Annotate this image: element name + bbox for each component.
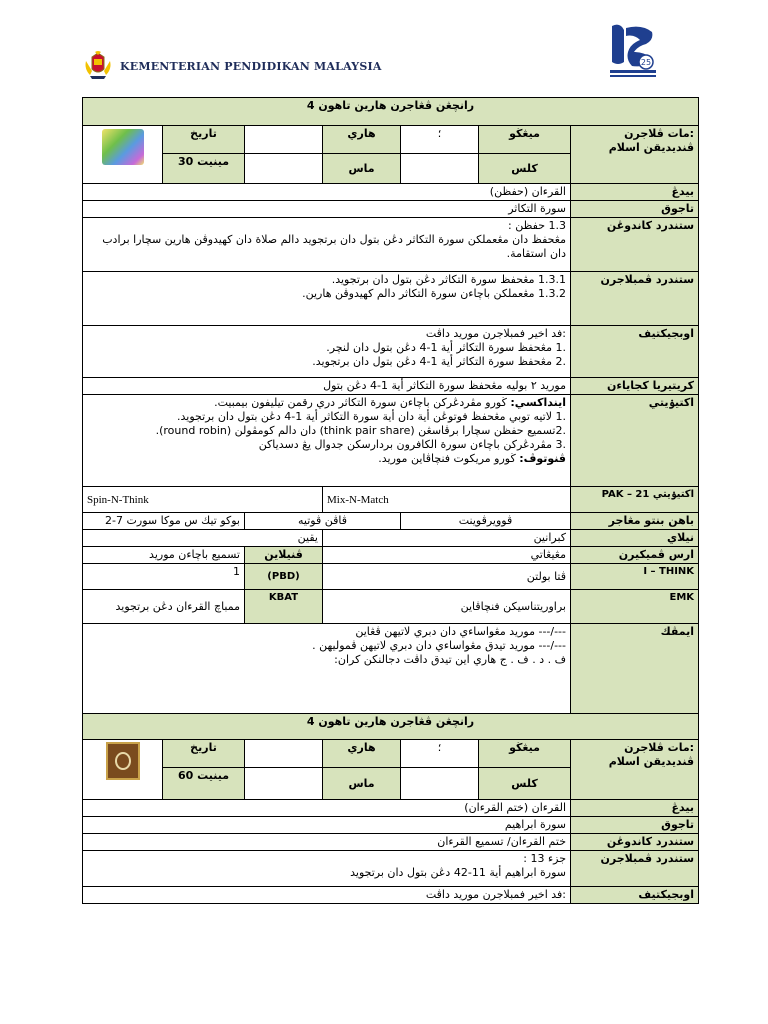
nilai-value-1: كبرانين <box>323 530 571 547</box>
class-value[interactable] <box>401 154 479 184</box>
day-label: هاري <box>323 126 401 154</box>
penilaian-value: تسميع باچاءن موريد <box>83 547 245 564</box>
lesson-plan-table-1 <box>82 97 699 904</box>
lesson2-sp-label: ستندرد ڤمبلاجرن <box>571 851 699 887</box>
ithink-label: I – THINK <box>571 564 699 590</box>
subject-label: :مات ڤلاجرن ڤنديديقن اسلام <box>571 126 699 184</box>
textbook-thumbnail-icon <box>102 129 144 165</box>
lesson2-date-label: تاريخ <box>163 740 245 768</box>
bidang-value: القرءان (حفظن) <box>83 184 571 201</box>
lesson2-tajuk-label: تاجوق <box>571 817 699 834</box>
impak-label: ايمڤك <box>571 624 699 714</box>
arus-label: ارس ڤميكيرن <box>571 547 699 564</box>
class-label: كلس <box>479 154 571 184</box>
lesson2-objective-value: :فد اخير فمبلاجرن موريد داڤت <box>83 887 571 904</box>
lesson2-time-value[interactable] <box>245 768 323 800</box>
emk-label: EMK <box>571 590 699 624</box>
quran-frame-icon <box>106 742 140 780</box>
svg-text:25: 25 <box>640 58 652 67</box>
bidang-label: بيدڠ <box>571 184 699 201</box>
sp-value: 1.3.1 مڠحفظ سورة التكاثر دڠن بتول دان برتجويد. 1.3.2 مڠعملكن باچاءن سورة التكاثر دالم كهيدوڤن هارين. <box>83 272 571 326</box>
sk-label: ستندرد كاندوڠن <box>571 218 699 272</box>
week-label: ميڠڬو <box>479 126 571 154</box>
lesson2-title: رانچڠن ڤڠاجرن هارين تاهون 4 <box>83 714 699 740</box>
pbd-label: (PBD) <box>245 564 323 590</box>
date-label: تاريخ <box>163 126 245 154</box>
pak-method-2: Mix-N-Match <box>323 487 571 513</box>
lesson2-bidang-value: القرءان (ختم القرءان) <box>83 800 571 817</box>
activity-value: اينداكسي: ڬورو مڤردڠركن باچاءن سورة التكاثر دري رقمن تيليفون بيمبيت. .1 لاتيه توبي مڠحفظ فوتوڠن أية دان أية سورة التكاثر أية 1-4 دڠن بتول دان برتجويد. .2تسميع حفظن سچارا برڤاسڠن (think pair share) دان دالم كومڤولن (round robin). .3 مڤردڠرکن باچاءن سورة الكافرون بردارسكن جدوال يڠ دسدياكن ڤنوتوڤ: ڬورو مريكوت فنچاڤاين موريد. <box>83 395 571 487</box>
pak-method-1: Spin-N-Think <box>83 487 323 513</box>
lesson2-sp-value: جزء 13 : سورة ابراهيم أية 11-42 دڠن بتول دان برتجويد <box>83 851 571 887</box>
week-value[interactable]: ؛ <box>401 126 479 154</box>
lesson2-date-value[interactable] <box>245 740 323 768</box>
lesson2-objective-label: اوبجيكتيف <box>571 887 699 904</box>
lesson2-day-label: هاري <box>323 740 401 768</box>
bbm-value-2: ڤاڤن ڤوتيه <box>245 513 401 530</box>
arus-value: مڠيڠاتي <box>323 547 571 564</box>
impak-value: ---/--- موريد مڠواساءي دان دبري لاتيهن ڤڠاين ---/--- موريد تيدق مڠواساءي دان دبري لاتيهن ڤموليهن . ف . د . ف . ج هاري اين تيدق داڤت دجالنكن كران: <box>83 624 571 714</box>
penilaian-label: ڤنيلاين <box>245 547 323 564</box>
date-value[interactable] <box>245 126 323 154</box>
kk-label: كريتيريا كجاياءن <box>571 378 699 395</box>
ministry-header <box>82 50 382 82</box>
sp-label: ستندرد ڤمبلاجرن <box>571 272 699 326</box>
time-label: ماس <box>323 154 401 184</box>
kbat-label: KBAT <box>245 590 323 624</box>
objective-label: اوبجيكتيف <box>571 326 699 378</box>
duration: مينيت 30 <box>163 154 245 184</box>
bbm-value-1: ڤوويرڤوينت <box>401 513 571 530</box>
emk-value: براوريتناسيكن فنچاڤاين <box>323 590 571 624</box>
ministry-name: KEMENTERIAN PENDIDIKAN MALAYSIA <box>120 59 382 73</box>
nilai-label: نيلاي <box>571 530 699 547</box>
lesson2-duration: مينيت 60 <box>163 768 245 800</box>
lesson2-tajuk-value: سورة ابراهيم <box>83 817 571 834</box>
time-value[interactable] <box>245 154 323 184</box>
activity-label: اكتيۏيتي <box>571 395 699 487</box>
kk-value: موريد ٢ بوليه مڠحفظ سورة التكاثر أية 1-4 دڠن بتول <box>83 378 571 395</box>
lesson2-bidang-label: بيدڠ <box>571 800 699 817</box>
lesson2-week-label: ميڠڬو <box>479 740 571 768</box>
lesson2-time-label: ماس <box>323 768 401 800</box>
sk-value: 1.3 حفظن : مڠحفظ دان مڠعملكن سورة التكاثر دڠن بتول دان برتجويد دالم صلاة دان كهيدوڤن هارين سچارا برادب دان استقامة. <box>83 218 571 272</box>
pak-label: اكتيۏيتي PAK – 21 <box>571 487 699 513</box>
nilai-value-2: يقين <box>83 530 323 547</box>
lesson2-week-value[interactable]: ؛ <box>401 740 479 768</box>
lesson-title: رانچڠن ڤڠاجرن هارين تاهون 4 <box>83 98 699 126</box>
lesson2-sk-value: ختم القرءان/ تسميع القرءان <box>83 834 571 851</box>
tajuk-label: تاجوق <box>571 201 699 218</box>
lesson2-thumbnail-cell <box>83 740 163 800</box>
thumbnail-cell <box>83 126 163 184</box>
lesson2-sk-label: ستندرد كاندوڠن <box>571 834 699 851</box>
lesson2-class-value[interactable] <box>401 768 479 800</box>
bbm-value-3: بوكو تيك س موكا سورت 7-2 <box>83 513 245 530</box>
lesson2-subject-label: :مات ڤلاجرن ڤنديديقن اسلام <box>571 740 699 800</box>
pbd-value: 1 <box>83 564 245 590</box>
bbm-label: باهن بنتو مڠاجر <box>571 513 699 530</box>
tajuk-value: سورة التكاثر <box>83 201 571 218</box>
objective-value: :فد اخير فمبلاجرن موريد داڤت .1 مڠحفظ سورة التكاثر أية 1-4 دڠن بتول دان لنچر. .2 مڠحفظ سورة التكاثر أية 1-4 دڠن بتول دان برتجويد. <box>83 326 571 378</box>
kbat-value: ممباچ القرءان دڠن برتجويد <box>83 590 245 624</box>
ithink-value: ڤتا بولتن <box>323 564 571 590</box>
malaysia-crest-icon <box>82 51 114 81</box>
anniversary-25-logo-icon <box>608 22 658 80</box>
lesson2-class-label: كلس <box>479 768 571 800</box>
